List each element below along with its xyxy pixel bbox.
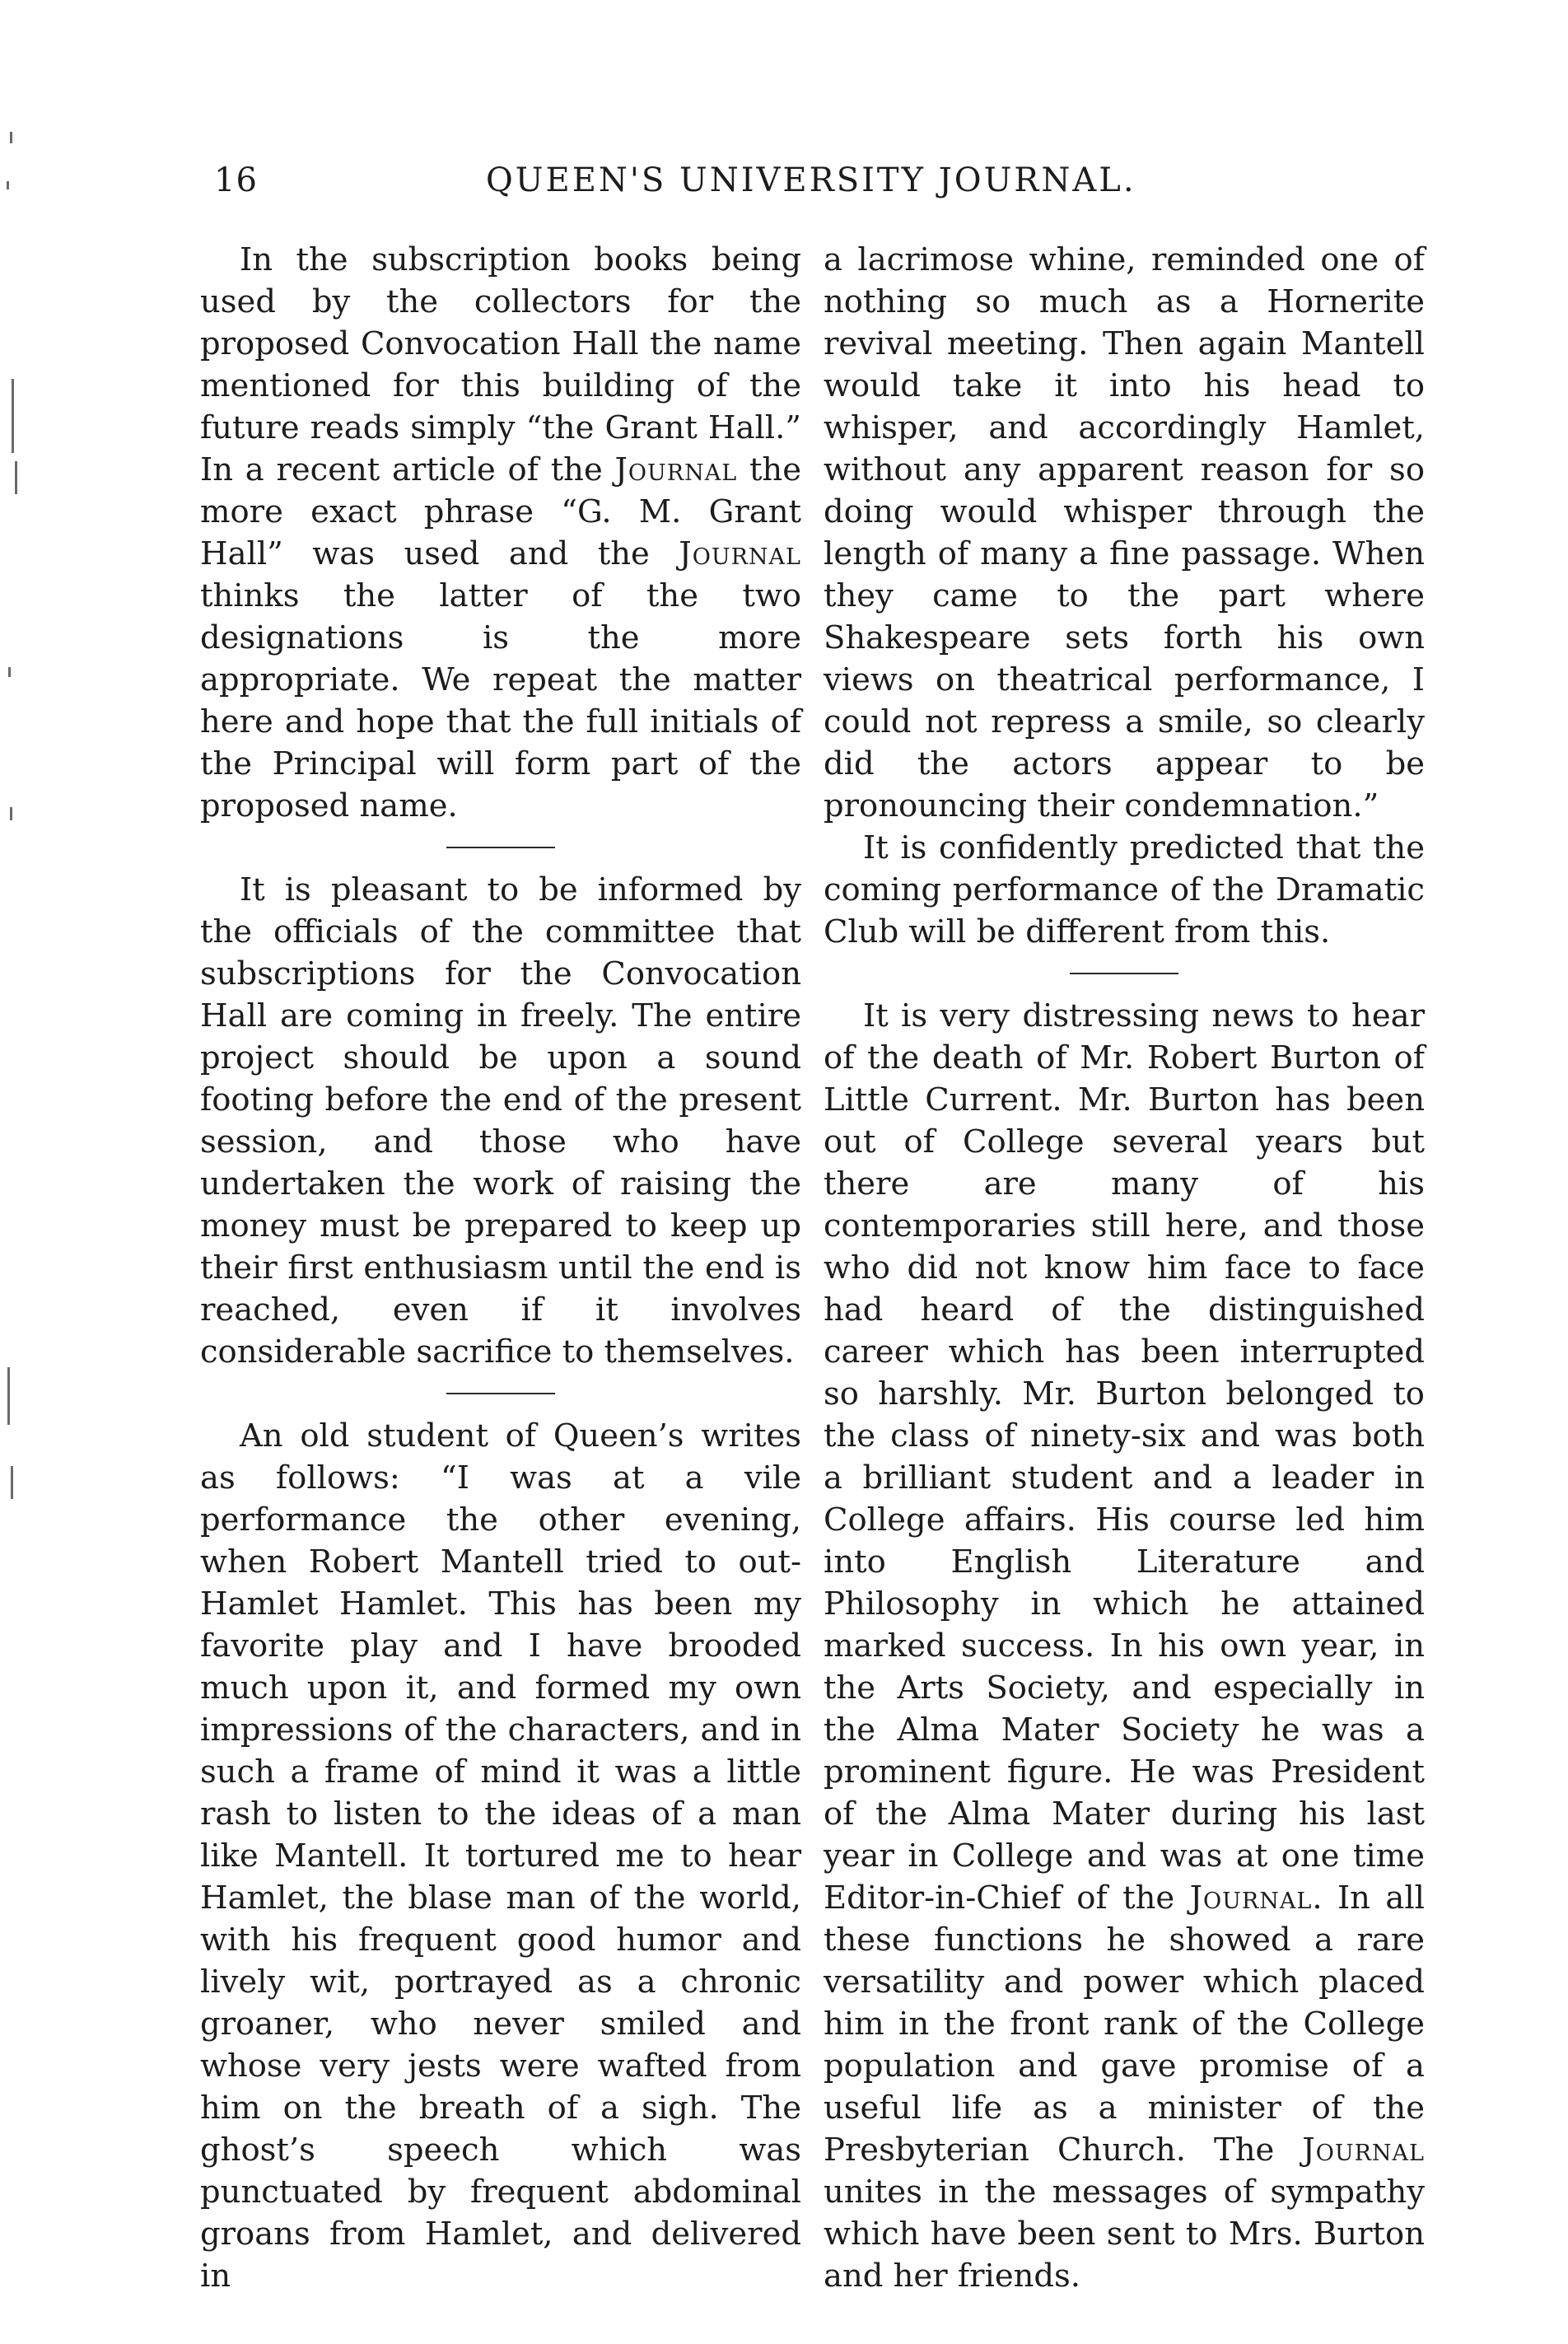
page-header — [206, 161, 1441, 211]
section-divider — [446, 1393, 555, 1394]
scan-margin-marks — [3, 132, 36, 1532]
section-divider — [446, 847, 555, 848]
running-title: QUEEN'S UNIVERSITY JOURNAL. — [486, 161, 1136, 199]
paragraph-robert-burton: It is very distressing news to hear of the death of Mr. Robert Burton of Little Current. Mr. Burton has been out of College several years but there are many of his contemporaries still here, and those who did not know him face to face had heard of the distinguished career which has been interrupted so harshly. Mr. Burton belonged to the class of ninety-six and was both a brilliant student and a leader in College affairs. His course led him into English Literature and Philosophy in which he attained marked success. In his own year, in the Arts Society, and especially in the Alma Mater Society he was a prominent figure. He was President of the Alma Mater during his last year in College and was at one time Editor-in-Chief of the Journal. In all these functions he showed a rare versatility and power which placed him in the front rank of the College population and gave promise of a useful life as a minister of the Presbyterian Church. The Journal unites in the messages of sympathy which have been sent to Mrs. Burton and her friends. — [824, 997, 1425, 2295]
paragraph-old-student: An old student of Queen’s writes as follows: “I was at a vile performance the other evening, when Robert Mantell tried to out-Hamlet Hamlet. This has been my favorite play and I have brooded much upon it, and formed my own impressions of the characters, and in such a frame of mind it was a little rash to listen to the ideas of a man like Mantell. It tortured me to hear Hamlet, the blase man of the world, with his frequent good humor and lively wit, portrayed as a chronic groaner, who never smiled and whose very jests were wafted from him on the breath of a sigh. The ghost’s speech which was punctuated by frequent abdominal groans from Hamlet, and delivered in — [200, 1417, 801, 2295]
paragraph-subscriptions: It is pleasant to be informed by the officials of the committee that subscriptions for the Convocation Hall are coming in freely. The entire project should be upon a sound footing before the end of the present session, and those who have undertaken the work of raising the money must be prepared to keep up their first enthusiasm until the end is reached, even if it involves considerable sacrifice to themselves. — [200, 871, 801, 1370]
right-column — [824, 239, 1425, 2297]
left-column — [200, 239, 801, 2297]
paragraph-grant-hall: In the subscription books being used by the collectors for the proposed Convocation Hall the name mentioned for this building of the future reads simply “the Grant Hall.” In a recent article of the Journal the more exact phrase “G. M. Grant Hall” was used and the Journal thinks the latter of the two designations is the more appropriate. We repeat the matter here and hope that the full initials of the Principal will form part of the proposed name. — [200, 241, 801, 824]
paragraph-old-student-continued: a lacrimose whine, reminded one of nothing so much as a Hornerite revival meeting. Then again Mantell would take it into his head to whisper, and accordingly Hamlet, without any apparent reason for so doing would whisper through the length of many a fine passage. When they came to the part where Shakespeare sets forth his own views on theatrical performance, I could not repress a smile, so clearly did the actors appear to be pronouncing their condemnation.” — [824, 241, 1425, 824]
paragraph-dramatic-club: It is confidently predicted that the coming performance of the Dramatic Club will be different from this. — [824, 829, 1425, 950]
page-number: 16 — [214, 161, 258, 199]
section-divider — [1070, 973, 1178, 974]
